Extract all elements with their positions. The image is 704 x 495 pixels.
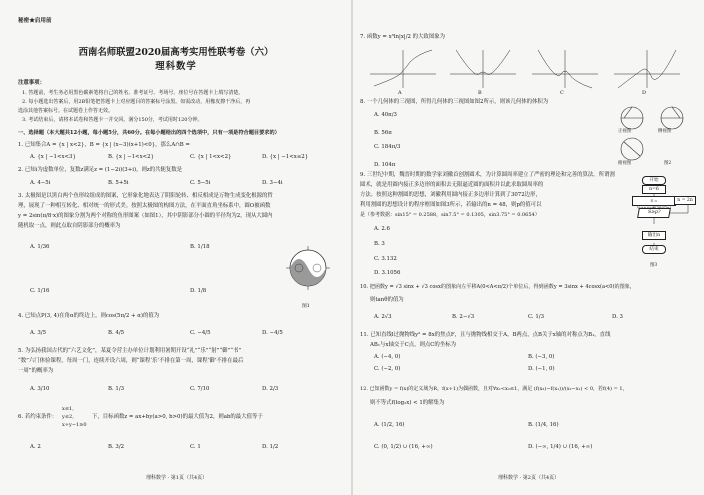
q9-option-a: A. 2.6 [374, 226, 390, 232]
q4-option-d: D. −4/5 [262, 330, 283, 336]
q8-option-c: C. 184π/3 [374, 144, 401, 150]
q4-option-a: A. 3/5 [30, 330, 46, 336]
q7-graph-options [366, 48, 686, 90]
q6-constraint: y≤2, [62, 414, 74, 420]
right-page [352, 0, 704, 495]
question-5-line: 一周”的概率为 [18, 368, 54, 374]
question-11-line: 11. 已知直线l过抛物线y² = 8x的焦点F，且与抛物线相交于A，B两点，点B关于x轴的对称点为B₁，直线 [360, 332, 611, 338]
q2-option-d: D. 3−4i [262, 180, 283, 186]
figure-1-caption: 图1 [302, 304, 310, 309]
front-view-label: 正视图 [618, 129, 632, 134]
question-3-line: 3. 太极图是以黑白两个鱼形纹组成的图案，它形象化地表达了阴阳轮转、相反相成是万物生成变化根源的哲 [18, 193, 273, 199]
q2-option-c: C. 5−5i [190, 180, 211, 186]
question-6-stem: 6. 若约束条件： [18, 414, 58, 420]
secret-label: 秘密★启用前 [18, 18, 52, 24]
flow-compute: S = [632, 196, 676, 206]
q6-option-a: A. 2 [30, 444, 41, 450]
q10-option-c: C. 1/3 [528, 314, 545, 320]
q5-option-a: A. 3/10 [30, 386, 50, 392]
question-10-stem: 10. 把函数y = √3 sinx + √3 cosx的图象向左平移A(0<A<π/2)个单位后，得到函数y = 3sinx + 4cosx(a<0)的图象， [360, 284, 635, 290]
q6-constraint: x≤1, [62, 406, 74, 412]
q11-option-c: C. (−2, 0) [374, 366, 401, 372]
q11-option-d: D. (−1, 0) [528, 366, 555, 372]
q6-option-d: D. 1/2 [262, 444, 279, 450]
notice-title: 注意事项： [18, 80, 45, 86]
q6-option-b: B. 3/2 [108, 444, 125, 450]
q8-option-b: B. 56π [374, 130, 392, 136]
flow-condition: S≥p? [637, 208, 671, 218]
q7-label-d: D [642, 90, 647, 96]
question-1-stem: 1. 已知集合A = {x | x<2}，B = {x | (x−3)(x+1)<0}，那么A∩B = [18, 142, 190, 148]
question-6-tail: 下，目标函数z = ax+by(a>0, b>0)的最大值为2，则ab的最大值等于 [92, 414, 263, 420]
flow-double: n = 2n [674, 196, 696, 205]
right-page-footer: 理科数学 · 第2页（共4页） [498, 475, 560, 481]
q2-option-a: A. 4−5i [30, 180, 51, 186]
exam-title: 西南名师联盟2020届高考实用性联考卷（六） [78, 47, 274, 58]
question-12-line: 则不等式f(log₂x) < 1的解集为 [370, 400, 445, 406]
q3-option-a: A. 1/36 [30, 244, 50, 250]
question-3-line: 随机取一点，则此点取自阴影部分的概率为 [18, 223, 121, 229]
q10-option-a: A. 2√3 [374, 314, 392, 320]
question-3-line: y = 2sin(π/8·x)的图象分割为两个对称的鱼形图案（如图1），其中阴影部分小圆的半径均为2，现从大圆内 [18, 213, 273, 219]
q8-option-d: D. 104π [374, 162, 396, 168]
q4-option-c: C. −4/5 [190, 330, 211, 336]
left-page-footer: 理科数学 · 第1页（共4页） [146, 475, 208, 481]
q5-option-d: D. 2/3 [262, 386, 279, 392]
q9-option-d: D. 3.1056 [374, 270, 401, 276]
question-9-line: 是（参考数据：sin15° = 0.2588，sin7.5° = 0.1305，sin3.75° = 0.0654） [360, 212, 540, 218]
flow-end: 结束 [642, 245, 666, 254]
question-5-line: 5. 为弘扬我国古代的“六艺文化”，某夏令营主办单位计划利用暑期开设“礼”“乐”“射”“御”“书” [18, 348, 242, 354]
question-9-line: 9. 三世纪中期，魏晋时期的数学家刘徽首创割圆术，为计算圆周率建立了严密的理论和完善的算法。所谓割 [360, 172, 615, 178]
question-8-stem: 8. 一个几何体的三视图，所得几何体的三视图如图2所示，则该几何体的体积为 [360, 99, 549, 105]
q3-option-d: D. 1/8 [190, 288, 207, 294]
q4-option-b: B. 4/5 [108, 330, 125, 336]
notice-line: 1. 答题前，考生务必用黑色碳素笔将自己的姓名、准考证号、考场号、座位号在答题卡上填写清楚。 [22, 90, 244, 96]
q1-option-d: D. {x | −1<x≤2} [262, 154, 309, 160]
q9-option-b: B. 3 [374, 241, 385, 247]
question-9-line: 圆术，就是用圆内接正多边形的面积去无限逼近圆的面积并以此求取圆周率的 [360, 182, 544, 188]
q2-option-b: B. 5+5i [108, 180, 129, 186]
section-heading: 一、选择题（本大题共12小题，每小题5分，共60分。在每小题给出的四个选项中，只有一项是符合题目要求的） [18, 130, 280, 136]
q1-option-b: B. {x | −1<x<2} [108, 154, 154, 160]
q1-option-a: A. {x | −1<x<3} [30, 154, 76, 160]
q10-option-d: D. 3 [612, 314, 623, 320]
q6-option-c: C. 1 [190, 444, 201, 450]
notice-line: 2. 每小题选出答案后，用2B铅笔把答题卡上对应题目的答案标号涂黑。如需改动，用橡皮擦干净后，再 [22, 99, 251, 105]
side-view-label: 侧视图 [658, 129, 672, 134]
q12-option-c: C. (0, 1/2) ∪ (16, +∞) [374, 444, 433, 450]
figure-3-caption: 图3 [650, 263, 658, 268]
q11-option-b: B. (−3, 0) [528, 354, 555, 360]
taiji-figure [284, 244, 332, 300]
question-7-stem: 7. 函数y = x³ln|x|/2 的大致图象为 [360, 34, 445, 40]
q10-option-b: B. 2−√3 [452, 314, 475, 320]
question-3-line: 理，展现了一种相互转化、相对统一的形式美。按照太极图的构图方法，在平面直角坐标系中，圆O被函数 [18, 203, 271, 209]
q7-label-b: B [478, 90, 482, 96]
q1-option-c: C. {x | 1<x<2} [190, 154, 232, 160]
q7-label-c: C [560, 90, 564, 96]
exam-subtitle: 理科数学 [155, 61, 197, 72]
flow-output: 输出n [642, 231, 666, 240]
top-view-label: 俯视图 [618, 161, 632, 166]
q3-option-b: B. 1/18 [190, 244, 210, 250]
q9-option-c: C. 3.132 [374, 256, 397, 262]
q12-option-a: A. (1/2, 16) [374, 422, 405, 428]
question-9-line: 方法。按照这种割圆的思想，刘徽利用圆内接正多边形计算到了3072边形， [360, 192, 541, 198]
figure-2-caption: 图2 [664, 161, 672, 166]
question-11-line: AB₁与x轴交于C点，则点C的坐标为 [370, 342, 456, 348]
notice-line: 选涂其他答案标号。在试题卷上作答无效。 [18, 108, 114, 114]
q6-constraint: x+y−1≥0 [62, 422, 87, 428]
question-4-stem: 4. 已知点P(3, 4)在角α的终边上，则cos(5π/2 + α)的值为 [18, 313, 160, 319]
q12-option-d: D. (−∞, 1/4) ∪ (16, +∞) [528, 444, 593, 450]
question-10-tail: 则tanθ的值为 [370, 297, 404, 303]
q8-option-a: A. 40π/3 [374, 112, 397, 118]
flow-init: n=6 [642, 185, 666, 194]
q5-option-b: B. 1/3 [108, 386, 125, 392]
q12-option-b: B. (1/4, 16) [528, 422, 559, 428]
notice-line: 3. 考试结束后，请将本试卷和答题卡一并交回。满分150分，考试用时120分钟。 [22, 117, 203, 123]
q5-option-c: C. 7/10 [190, 386, 210, 392]
question-5-line: “数”六门体验课程，每周一门，连续开设六周，则“课程‘乐’不排在第一周，课程‘御’不排在最后 [18, 358, 244, 364]
question-12-line: 12. 已知函数y = f(x)的定义域为R，f(x+1)为偶函数，且对∀x₁<x₂≤1，满足 (f(x₂)−f(x₁))/(x₂−x₁) < 0，若f(4) = 1， [360, 386, 628, 392]
q3-option-c: C. 1/16 [30, 288, 50, 294]
q7-label-a: A [398, 90, 402, 96]
question-2-stem: 2. 已知i为虚数单位，复数z满足z = (1−2i)(3+i)，则z的共轭复数是 [18, 167, 183, 173]
flow-start: 开始 [642, 176, 666, 185]
question-9-line: 利用割圆的思想设计的程序框图如图3所示，若输出的n = 48，则p的值可以 [360, 202, 542, 208]
q11-option-a: A. (−4, 0) [374, 354, 401, 360]
